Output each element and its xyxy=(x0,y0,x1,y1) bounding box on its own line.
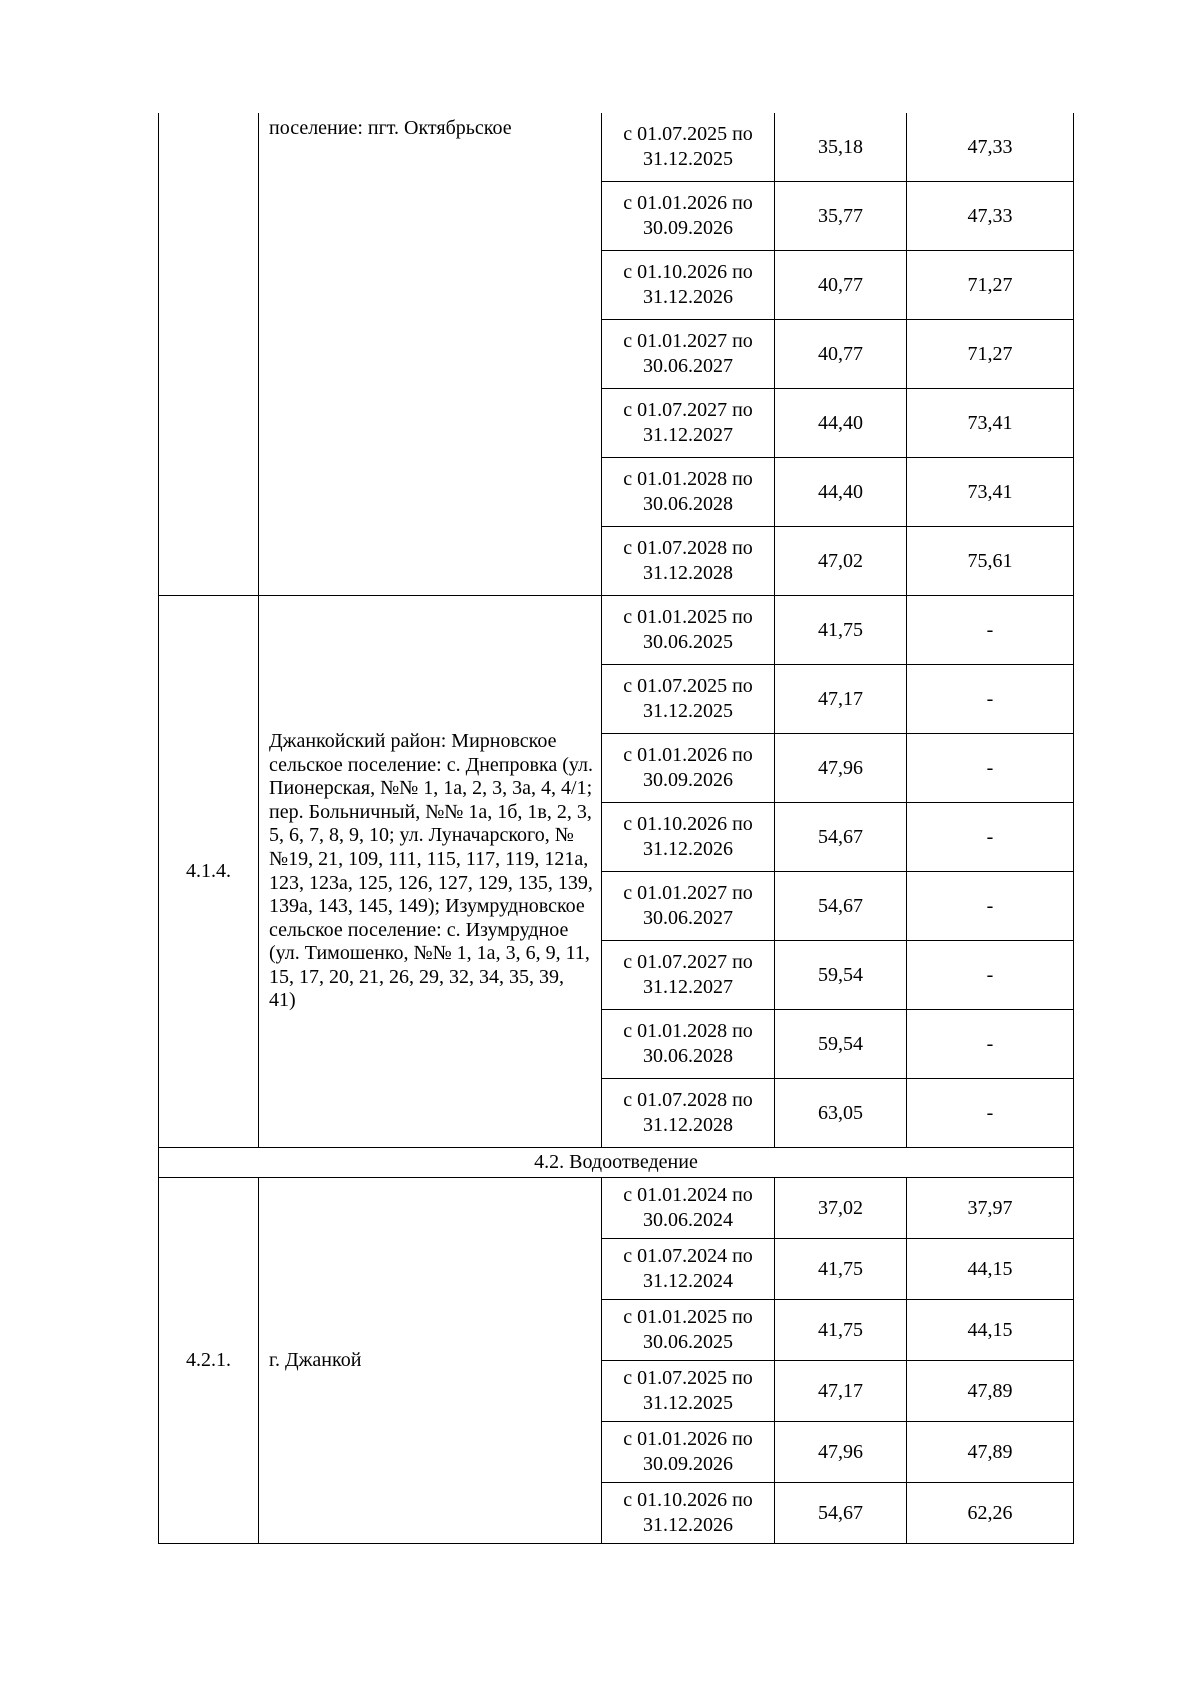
period-cell: с 01.10.2026 по 31.12.2026 xyxy=(602,251,775,320)
period-cell: с 01.07.2025 по 31.12.2025 xyxy=(602,665,775,734)
tariff-value-1: 44,40 xyxy=(775,458,907,527)
tariff-value-1: 54,67 xyxy=(775,1483,907,1544)
tariff-table xyxy=(158,113,1074,1544)
tariff-value-1: 54,67 xyxy=(775,872,907,941)
tariff-value-2: 47,89 xyxy=(907,1422,1074,1483)
tariff-value-1: 35,77 xyxy=(775,182,907,251)
tariff-value-1: 47,96 xyxy=(775,1422,907,1483)
tariff-value-2: - xyxy=(907,1079,1074,1148)
tariff-value-1: 47,96 xyxy=(775,734,907,803)
tariff-value-1: 35,18 xyxy=(775,113,907,182)
period-cell: с 01.01.2026 по 30.09.2026 xyxy=(602,734,775,803)
period-cell: с 01.01.2028 по 30.06.2028 xyxy=(602,1010,775,1079)
row-number xyxy=(159,113,259,596)
tariff-value-2: 47,33 xyxy=(907,182,1074,251)
tariff-value-2: - xyxy=(907,1010,1074,1079)
territory-cell: поселение: пгт. Октябрьское xyxy=(259,113,602,596)
tariff-value-2: 47,33 xyxy=(907,113,1074,182)
period-cell: с 01.07.2027 по 31.12.2027 xyxy=(602,389,775,458)
tariff-value-2: 71,27 xyxy=(907,251,1074,320)
section-row xyxy=(159,1148,1074,1178)
tariff-value-1: 41,75 xyxy=(775,596,907,665)
period-cell: с 01.01.2026 по 30.09.2026 xyxy=(602,1422,775,1483)
period-cell: с 01.07.2025 по 31.12.2025 xyxy=(602,113,775,182)
tariff-value-2: 37,97 xyxy=(907,1178,1074,1239)
tariff-value-2: 71,27 xyxy=(907,320,1074,389)
period-cell: с 01.10.2026 по 31.12.2026 xyxy=(602,803,775,872)
period-cell: с 01.07.2025 по 31.12.2025 xyxy=(602,1361,775,1422)
period-cell: с 01.01.2028 по 30.06.2028 xyxy=(602,458,775,527)
section-title: 4.2. Водоотведение xyxy=(159,1148,1074,1178)
table-row xyxy=(159,1178,1074,1239)
period-cell: с 01.01.2025 по 30.06.2025 xyxy=(602,596,775,665)
tariff-value-1: 47,17 xyxy=(775,1361,907,1422)
tariff-value-1: 44,40 xyxy=(775,389,907,458)
tariff-value-1: 41,75 xyxy=(775,1239,907,1300)
tariff-value-2: 47,89 xyxy=(907,1361,1074,1422)
tariff-value-2: 75,61 xyxy=(907,527,1074,596)
period-cell: с 01.10.2026 по 31.12.2026 xyxy=(602,1483,775,1544)
tariff-value-2: - xyxy=(907,596,1074,665)
tariff-value-2: 44,15 xyxy=(907,1300,1074,1361)
period-cell: с 01.07.2024 по 31.12.2024 xyxy=(602,1239,775,1300)
tariff-value-2: - xyxy=(907,734,1074,803)
tariff-value-2: 62,26 xyxy=(907,1483,1074,1544)
tariff-value-2: 73,41 xyxy=(907,458,1074,527)
tariff-value-1: 59,54 xyxy=(775,1010,907,1079)
period-cell: с 01.07.2028 по 31.12.2028 xyxy=(602,1079,775,1148)
period-cell: с 01.07.2028 по 31.12.2028 xyxy=(602,527,775,596)
table-row xyxy=(159,113,1074,182)
period-cell: с 01.07.2027 по 31.12.2027 xyxy=(602,941,775,1010)
tariff-value-1: 63,05 xyxy=(775,1079,907,1148)
row-number: 4.1.4. xyxy=(159,596,259,1148)
tariff-value-2: - xyxy=(907,665,1074,734)
tariff-value-1: 37,02 xyxy=(775,1178,907,1239)
tariff-value-1: 40,77 xyxy=(775,251,907,320)
tariff-value-2: - xyxy=(907,872,1074,941)
tariff-table-body xyxy=(159,113,1074,1544)
tariff-value-1: 47,17 xyxy=(775,665,907,734)
table-row xyxy=(159,596,1074,665)
territory-cell: Джанкойский район: Мирновское сельское поселение: с. Днепровка (ул. Пионерская, №№ 1, 1а, 2, 3, 3а, 4, 4/1; пер. Больничный, №№ 1а, 1б, 1в, 2, 3, 5, 6, 7, 8, 9, 10; ул. Луначарского, №№19, 21, 109, 111, 115, 117, 119, 121а, 123, 123а, 125, 126, 127, 129, 135, 139, 139а, 143, 145, 149); Изумрудновское сельское поселение: с. Изумрудное (ул. Тимошенко, №№ 1, 1а, 3, 6, 9, 11, 15, 17, 20, 21, 26, 29, 32, 34, 35, 39, 41) xyxy=(259,596,602,1148)
tariff-value-1: 47,02 xyxy=(775,527,907,596)
tariff-value-2: - xyxy=(907,941,1074,1010)
tariff-value-1: 59,54 xyxy=(775,941,907,1010)
period-cell: с 01.01.2027 по 30.06.2027 xyxy=(602,320,775,389)
period-cell: с 01.01.2027 по 30.06.2027 xyxy=(602,872,775,941)
tariff-value-1: 40,77 xyxy=(775,320,907,389)
row-number: 4.2.1. xyxy=(159,1178,259,1544)
tariff-value-1: 54,67 xyxy=(775,803,907,872)
period-cell: с 01.01.2026 по 30.09.2026 xyxy=(602,182,775,251)
tariff-value-1: 41,75 xyxy=(775,1300,907,1361)
period-cell: с 01.01.2025 по 30.06.2025 xyxy=(602,1300,775,1361)
tariff-value-2: - xyxy=(907,803,1074,872)
tariff-value-2: 44,15 xyxy=(907,1239,1074,1300)
period-cell: с 01.01.2024 по 30.06.2024 xyxy=(602,1178,775,1239)
tariff-value-2: 73,41 xyxy=(907,389,1074,458)
territory-cell: г. Джанкой xyxy=(259,1178,602,1544)
